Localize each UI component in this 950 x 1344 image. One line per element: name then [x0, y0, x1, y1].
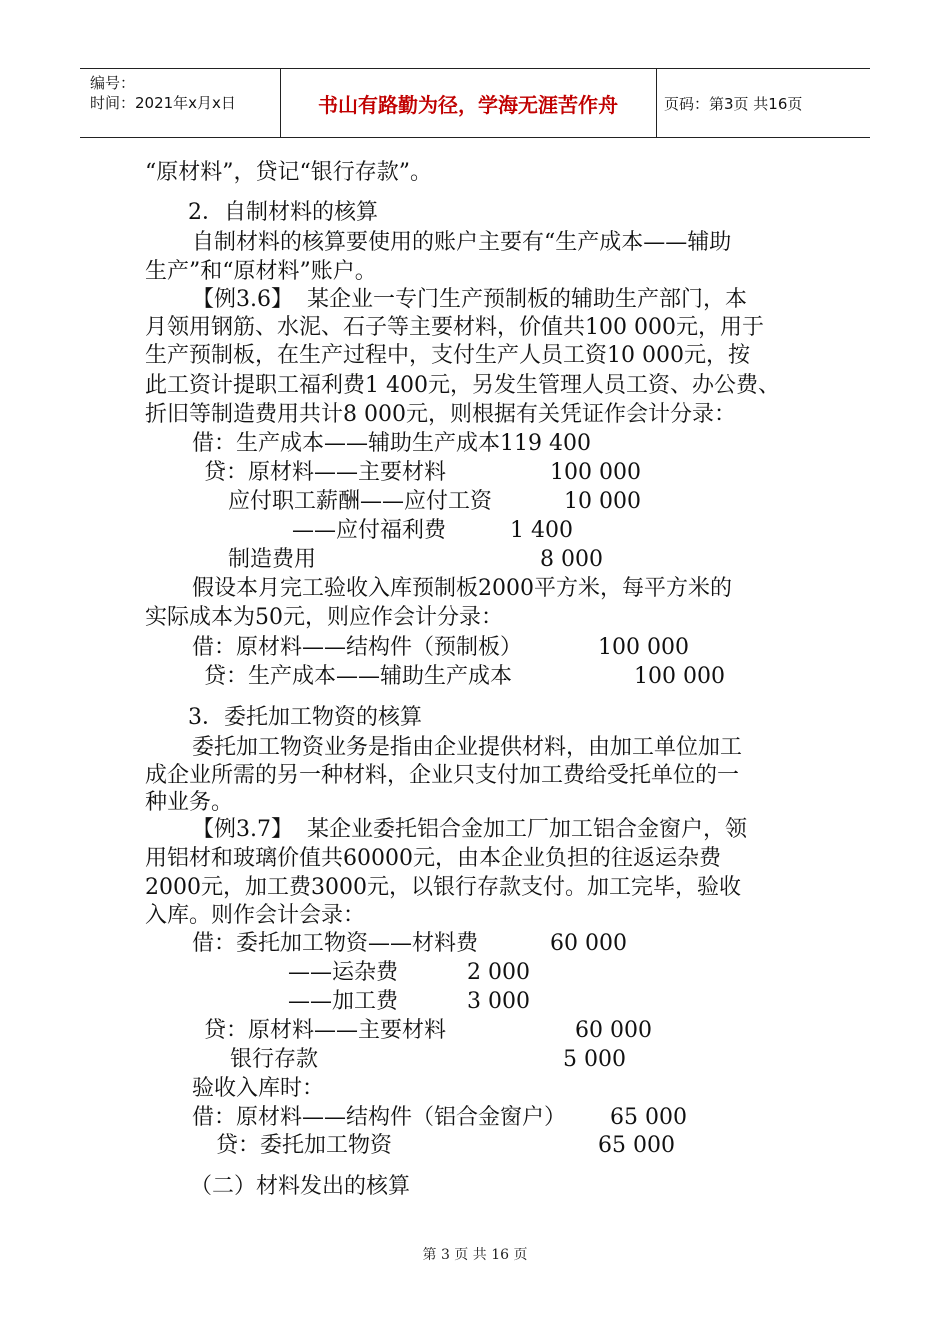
- entry-amount: 10 000: [564, 489, 641, 514]
- entry-amount: 100 000: [550, 460, 641, 485]
- entry-account: ——应付福利费: [292, 518, 447, 543]
- text-line: 此工资计提职工福利费1 400元，另发生管理人员工资、办公费、: [145, 373, 780, 398]
- text-line: 【例3.7】 某企业委托铝合金加工厂加工铝合金窗户，领: [192, 817, 747, 842]
- entry-amount: 5 000: [563, 1047, 626, 1072]
- entry-amount: 100 000: [598, 635, 689, 660]
- text-line: 验收入库时：: [192, 1076, 325, 1101]
- entry-account: 借：原材料——结构件（铝合金窗户）: [192, 1105, 567, 1130]
- entry-account: 贷：原材料——主要材料: [204, 460, 447, 485]
- text-line: 用铝材和玻璃价值共60000元，由本企业负担的往返运杂费: [145, 846, 721, 871]
- entry-amount: 60 000: [550, 931, 627, 956]
- entry-amount: 1 400: [510, 518, 573, 543]
- entry-amount: 3 000: [467, 989, 530, 1014]
- text-line: 种业务。: [145, 790, 234, 815]
- page-header: [80, 68, 870, 138]
- entry-account: 贷：委托加工物资: [216, 1133, 393, 1158]
- entry-account: 制造费用: [228, 547, 317, 572]
- entry-amount: 2 000: [467, 960, 530, 985]
- time-label: 时间：2021年x月x日: [90, 94, 236, 112]
- text-line: 成企业所需的另一种材料，企业只支付加工费给受托单位的一: [145, 763, 740, 788]
- header-divider: [656, 69, 657, 137]
- entry-amount: 8 000: [540, 547, 603, 572]
- page-footer: 第 3 页 共 16 页: [422, 1247, 528, 1263]
- entry-amount: 65 000: [610, 1105, 687, 1130]
- entry-line: 借：生产成本——辅助生产成本119 400: [192, 431, 591, 456]
- text-line: 入库。则作会计会录：: [145, 903, 366, 928]
- text-line: 委托加工物资业务是指由企业提供材料，由加工单位加工: [192, 735, 743, 760]
- text-line: 生产预制板，在生产过程中，支付生产人员工资10 000元，按: [145, 343, 750, 368]
- header-left-block: [90, 73, 236, 113]
- text-line: 实际成本为50元，则应作会计分录：: [145, 605, 503, 630]
- section-heading: 2．自制材料的核算: [188, 200, 378, 225]
- entry-amount: 100 000: [634, 664, 725, 689]
- text-line: 月领用钢筋、水泥、石子等主要材料，价值共100 000元，用于: [145, 315, 764, 340]
- section-heading: （二）材料发出的核算: [190, 1174, 411, 1199]
- text-line: 【例3.6】 某企业一专门生产预制板的辅助生产部门，本: [192, 287, 747, 312]
- entry-amount: 60 000: [575, 1018, 652, 1043]
- entry-account: 借：原材料——结构件（预制板）: [192, 635, 523, 660]
- header-motto: 书山有路勤为径，学海无涯苦作舟: [318, 92, 618, 117]
- text-line: 假设本月完工验收入库预制板2000平方米，每平方米的: [192, 576, 732, 601]
- section-heading: 3．委托加工物资的核算: [188, 705, 422, 730]
- entry-account: ——加工费: [288, 989, 399, 1014]
- text-line: 自制材料的核算要使用的账户主要有“生产成本——辅助: [192, 230, 732, 255]
- entry-account: 贷：生产成本——辅助生产成本: [204, 664, 513, 689]
- entry-account: 银行存款: [230, 1047, 319, 1072]
- text-line: 2000元，加工费3000元，以银行存款支付。加工完毕，验收: [145, 875, 741, 900]
- text-line: 生产”和“原材料”账户。: [145, 259, 377, 284]
- text-line: “原材料”，贷记“银行存款”。: [145, 160, 432, 185]
- text-line: 折旧等制造费用共计8 000元，则根据有关凭证作会计分录：: [145, 402, 736, 427]
- header-page-info: 页码：第3页 共16页: [664, 94, 803, 113]
- entry-account: 借：委托加工物资——材料费: [192, 931, 479, 956]
- entry-account: 贷：原材料——主要材料: [204, 1018, 447, 1043]
- entry-account: 应付职工薪酬——应付工资: [228, 489, 493, 514]
- number-label: 编号：: [90, 74, 136, 92]
- entry-account: ——运杂费: [288, 960, 399, 985]
- entry-amount: 65 000: [598, 1133, 675, 1158]
